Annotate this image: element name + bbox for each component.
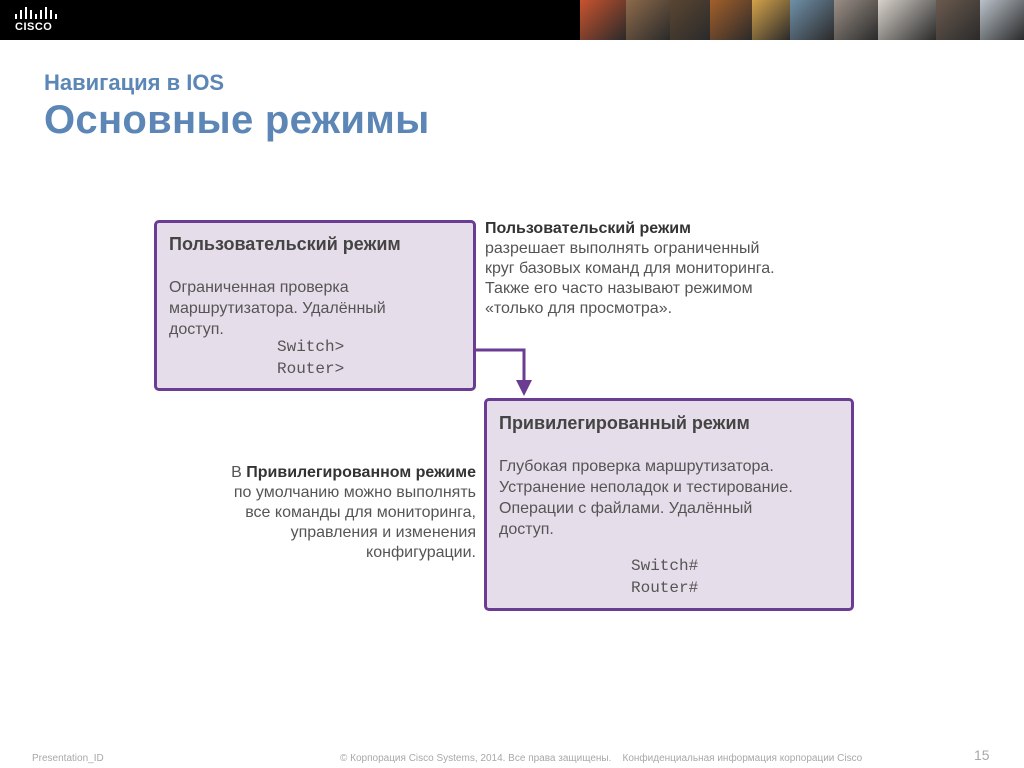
- slide-subtitle: Навигация в IOS: [44, 70, 225, 95]
- privileged-mode-note-prefix: В: [231, 464, 247, 481]
- privileged-mode-description: Глубокая проверка маршрутизатора. Устранение неполадок и тестирование. Операции с файлами. Удалённый доступ.: [499, 458, 793, 538]
- privileged-mode-note-bold: Привилегированном режиме: [246, 464, 476, 481]
- footer-copyright: © Корпорация Cisco Systems, 2014. Все права защищены. Конфиденциальная информация корпорации Cisco: [340, 753, 863, 764]
- privileged-mode-prompt-switch: Switch#: [631, 557, 699, 575]
- cisco-bars-icon: [14, 6, 60, 20]
- user-mode-title: Пользовательский режим: [169, 234, 401, 254]
- mode-transition-arrow: [470, 340, 540, 402]
- header-photo: [834, 0, 878, 40]
- privileged-mode-note-body: по умолчанию можно выполнять все команды для мониторинга, управления и изменения конфигурации.: [233, 484, 476, 561]
- user-mode-box: [154, 220, 476, 391]
- page-number: 15: [974, 747, 990, 763]
- header-bar: [0, 0, 1024, 40]
- user-mode-note: [485, 219, 815, 319]
- header-photo-strip: [580, 0, 1024, 40]
- user-mode-note-heading: Пользовательский режим: [485, 220, 691, 237]
- header-photo: [626, 0, 670, 40]
- header-photo: [980, 0, 1024, 40]
- header-photo: [710, 0, 752, 40]
- user-mode-prompt-router: Router>: [277, 360, 345, 378]
- header-photo: [752, 0, 790, 40]
- cisco-logo-text: CISCO: [15, 21, 53, 33]
- privileged-mode-box: [484, 398, 854, 611]
- header-photo: [580, 0, 626, 40]
- slide-title: Основные режимы: [44, 98, 430, 142]
- header-photo: [878, 0, 936, 40]
- user-mode-description: Ограниченная проверка маршрутизатора. Удалённый доступ.: [169, 279, 386, 338]
- user-mode-prompt-switch: Switch>: [277, 338, 345, 356]
- user-mode-note-body: разрешает выполнять ограниченный круг базовых команд для мониторинга. Также его часто называют режимом «только для просмотра».: [485, 240, 775, 317]
- cisco-logo: [14, 6, 60, 34]
- header-photo: [790, 0, 834, 40]
- privileged-mode-prompt-router: Router#: [631, 579, 699, 597]
- header-photo: [936, 0, 980, 40]
- privileged-mode-title: Привилегированный режим: [499, 413, 750, 433]
- footer-presentation-id: Presentation_ID: [32, 753, 104, 764]
- privileged-mode-note: [180, 463, 476, 563]
- header-photo: [670, 0, 710, 40]
